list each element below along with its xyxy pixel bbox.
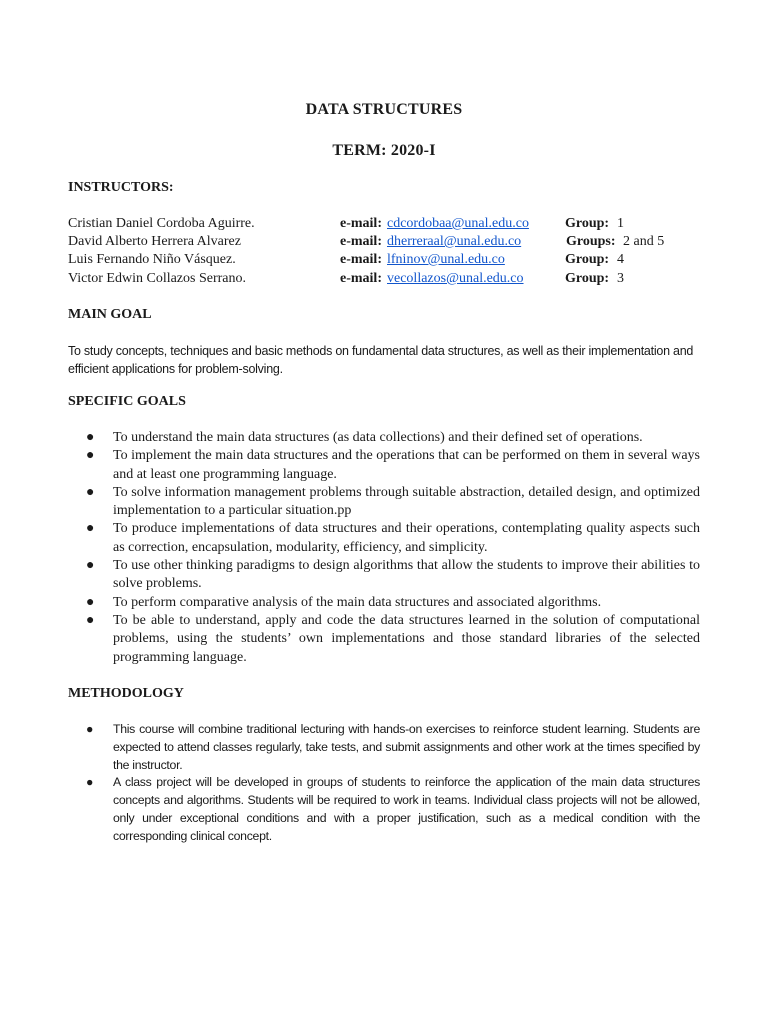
bullet-icon: ● [86,722,94,736]
methodology-list [68,721,700,846]
bullet-icon: ● [86,521,95,537]
list-item [68,721,700,774]
group-value: 2 and 5 [623,234,665,249]
instructor-row [68,216,708,234]
group-label: Group: [565,271,610,286]
goal-text: To produce implementations of data structures and their operations, contemplating quality aspects such as correction, encapsulation, modularity, efficiency, and simplicity. [113,521,700,555]
group-label: Group: [565,252,610,267]
document-title: DATA STRUCTURES [305,101,463,118]
main-goal-text: To study concepts, techniques and basic methods on fundamental data structures, as well as their implementation and efficient applications for problem-solving. [68,344,694,376]
group-label: Groups: [566,234,616,249]
group-value: 1 [617,216,624,231]
email-label: e-mail: [340,216,382,231]
email-label: e-mail: [340,271,382,286]
bullet-icon: ● [86,612,95,628]
instructor-email-link[interactable]: lfninov@unal.edu.co [387,252,505,267]
methodology-heading: METHODOLOGY [68,686,184,701]
group-value: 4 [617,252,624,267]
instructor-row [68,234,708,252]
instructor-name: Cristian Daniel Cordoba Aguirre. [68,216,255,231]
list-item [68,520,700,557]
instructor-name: Victor Edwin Collazos Serrano. [68,271,247,286]
email-label: e-mail: [340,234,382,249]
instructor-row [68,271,708,289]
goal-text: To perform comparative analysis of the main data structures and associated algorithms. [113,594,602,610]
bullet-icon: ● [86,775,94,790]
group-value: 3 [617,271,624,286]
list-item [68,484,700,521]
specific-goals-list [68,429,700,667]
methodology-text: A class project will be developed in groups of students to reinforce the application of the main data structures concepts and algorithms. Students will be required to work in teams. Individual class projects will not be allowed, only under exceptional conditions and with a proper justification, such as a medical condition with the corresponding clinical concept. [113,775,700,843]
specific-goals-heading: SPECIFIC GOALS [68,394,186,409]
goal-text: To use other thinking paradigms to design algorithms that allow the students to improve their abilities to solve problems. [113,558,700,592]
instructor-email-link[interactable]: vecollazos@unal.edu.co [387,271,524,286]
list-item [68,429,700,447]
bullet-icon: ● [86,594,95,610]
bullet-icon: ● [86,558,95,574]
list-item [68,447,700,484]
instructor-name: David Alberto Herrera Alvarez [68,234,241,249]
instructors-heading: INSTRUCTORS: [68,180,174,195]
instructor-name: Luis Fernando Niño Vásquez. [68,252,236,267]
term-title: TERM: 2020-I [332,142,436,159]
list-item [68,612,700,667]
list-item [68,557,700,594]
bullet-icon: ● [86,484,95,500]
instructor-row [68,252,708,270]
bullet-icon: ● [86,448,95,464]
instructor-email-link[interactable]: dherreraal@unal.edu.co [387,234,522,249]
goal-text: To implement the main data structures and the operations that can be performed on them in several ways and at least one programming language. [113,448,700,482]
group-label: Group: [565,216,610,231]
goal-text: To understand the main data structures (as data collections) and their defined set of operations. [113,430,643,445]
list-item [68,594,700,612]
instructor-email-link[interactable]: cdcordobaa@unal.edu.co [387,216,529,231]
email-label: e-mail: [340,252,382,267]
goal-text: To solve information management problems through suitable abstraction, detailed design, and optimized implementation to a particular situation.pp [113,484,700,519]
goal-text: To be able to understand, apply and code the data structures learned in the solution of computational problems, using the students’ own implementations and those standard libraries of the selected programming language. [113,612,700,665]
main-goal-heading: MAIN GOAL [68,307,152,322]
bullet-icon: ● [86,430,95,445]
list-item [68,774,700,845]
methodology-text: This course will combine traditional lecturing with hands-on exercises to reinforce student learning. Students are expected to attend classes regularly, take tests, and submit assignments and other work at the times specified by the instructor. [113,722,700,772]
